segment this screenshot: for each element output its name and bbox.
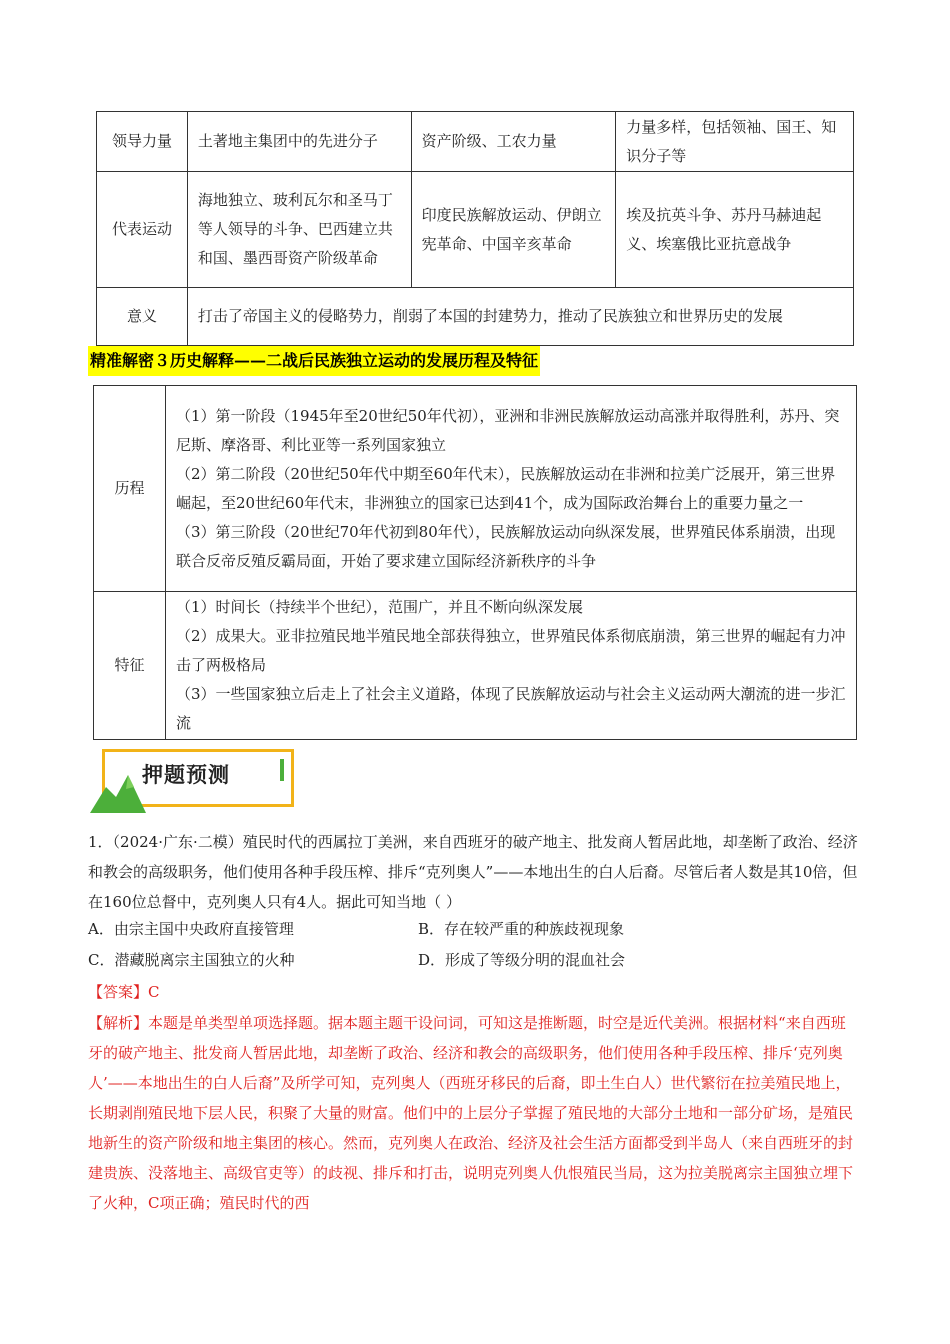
option-d: D．形成了等级分明的混血社会 xyxy=(418,951,626,969)
table-row xyxy=(94,592,857,740)
section-title: 精准解密３历史解释——二战后民族独立运动的发展历程及特征 xyxy=(88,346,540,376)
row-label: 代表运动 xyxy=(97,172,188,288)
table-cell: 土著地主集团中的先进分子 xyxy=(187,112,411,172)
table-row xyxy=(97,172,854,288)
table-row xyxy=(97,288,854,346)
table-cell: 打击了帝国主义的侵略势力，削弱了本国的封建势力，推动了民族独立和世界历史的发展 xyxy=(187,288,853,346)
history-table xyxy=(93,385,857,740)
list-item: （1）第一阶段（1945年至20世纪50年代初），亚洲和非洲民族解放运动高涨并取得胜利，苏丹、突尼斯、摩洛哥、利比亚等一系列国家独立 xyxy=(175,406,840,454)
section-banner xyxy=(90,745,296,813)
banner-accent xyxy=(280,759,284,781)
question-stem: 1．（2024·广东·二模）殖民时代的西属拉丁美洲，来自西班牙的破产地主、批发商人暂居此地，却垄断了政治、经济和教会的高级职务，他们使用各种手段压榨、排斥“克列奥人”——本地出生的白人后裔。尽管后者人数是其10倍，但在160位总督中，克列奥人只有4人。据此可知当地（ ） xyxy=(88,833,858,911)
table-row xyxy=(94,386,857,592)
banner-title: 押题预测 xyxy=(142,763,230,787)
option-a: A．由宗主国中央政府直接管理 xyxy=(88,920,294,938)
table-cell: 海地独立、玻利瓦尔和圣马丁等人领导的斗争、巴西建立共和国、墨西哥资产阶级革命 xyxy=(187,172,411,288)
table-cell: 印度民族解放运动、伊朗立宪革命、中国辛亥革命 xyxy=(411,172,616,288)
analysis-text: 本题是单类型单项选择题。据本题主题干设问词，可知这是推断题，时空是近代美洲。根据材料“来自西班牙的破产地主、批发商人暂居此地，却垄断了政治、经济和教会的高级职务，他们使用各种手段压榨、排斥‘克列奥人’——本地出生的白人后裔”及所学可知，克列奥人（西班牙移民的后裔，即土生白人）世代繁衍在拉美殖民地上，长期剥削殖民地下层人民，积聚了大量的财富。他们中的上层分子掌握了殖民地的大部分土地和一部分矿场，是殖民地新生的资产阶级和地主集团的核心。然而，克列奥人在政治、经济及社会生活方面都受到半岛人（来自西班牙的封建贵族、没落地主、高级官吏等）的歧视、排斥和打击，说明克列奥人仇恨殖民当局，这为拉美脱离宗主国独立埋下了火种，C项正确；殖民时代的西 xyxy=(88,1014,854,1212)
table-cell: 埃及抗英斗争、苏丹马赫迪起义、埃塞俄比亚抗意战争 xyxy=(616,172,854,288)
list-item: （2）成果大。亚非拉殖民地半殖民地全部获得独立，世界殖民体系彻底崩溃，第三世界的崛起有力冲击了两极格局 xyxy=(175,627,846,674)
list-item: （1）时间长（持续半个世纪），范围广，并且不断向纵深发展 xyxy=(175,598,583,616)
mountain-icon xyxy=(90,767,150,813)
list-item: （3）一些国家独立后走上了社会主义道路，体现了民族解放运动与社会主义运动两大潮流的进一步汇流 xyxy=(175,685,846,732)
row-label: 历程 xyxy=(94,386,166,592)
list-item: （3）第三阶段（20世纪70年代初到80年代），民族解放运动向纵深发展，世界殖民体系崩溃，出现联合反帝反殖反霸局面，开始了要求建立国际经济新秩序的斗争 xyxy=(175,522,836,570)
answer: 【答案】C xyxy=(88,983,160,1001)
option-b: B．存在较严重的种族歧视现象 xyxy=(418,920,625,938)
table-cell: 资产阶级、工农力量 xyxy=(411,112,616,172)
row-label: 特征 xyxy=(94,592,166,740)
table-cell xyxy=(165,592,856,740)
table-cell: 力量多样，包括领袖、国王、知识分子等 xyxy=(616,112,854,172)
table-cell xyxy=(165,386,856,592)
analysis xyxy=(88,1008,860,1218)
row-label: 意义 xyxy=(97,288,188,346)
comparison-table xyxy=(96,111,854,346)
option-c: C．潜藏脱离宗主国独立的火种 xyxy=(88,951,295,969)
analysis-tag: 【解析】 xyxy=(88,1014,149,1032)
row-label: 领导力量 xyxy=(97,112,188,172)
list-item: （2）第二阶段（20世纪50年代中期至60年代末），民族解放运动在非洲和拉美广泛展开，第三世界崛起，至20世纪60年代末，非洲独立的国家已达到41个，成为国际政治舞台上的重要力量之一 xyxy=(175,464,836,512)
table-row xyxy=(97,112,854,172)
